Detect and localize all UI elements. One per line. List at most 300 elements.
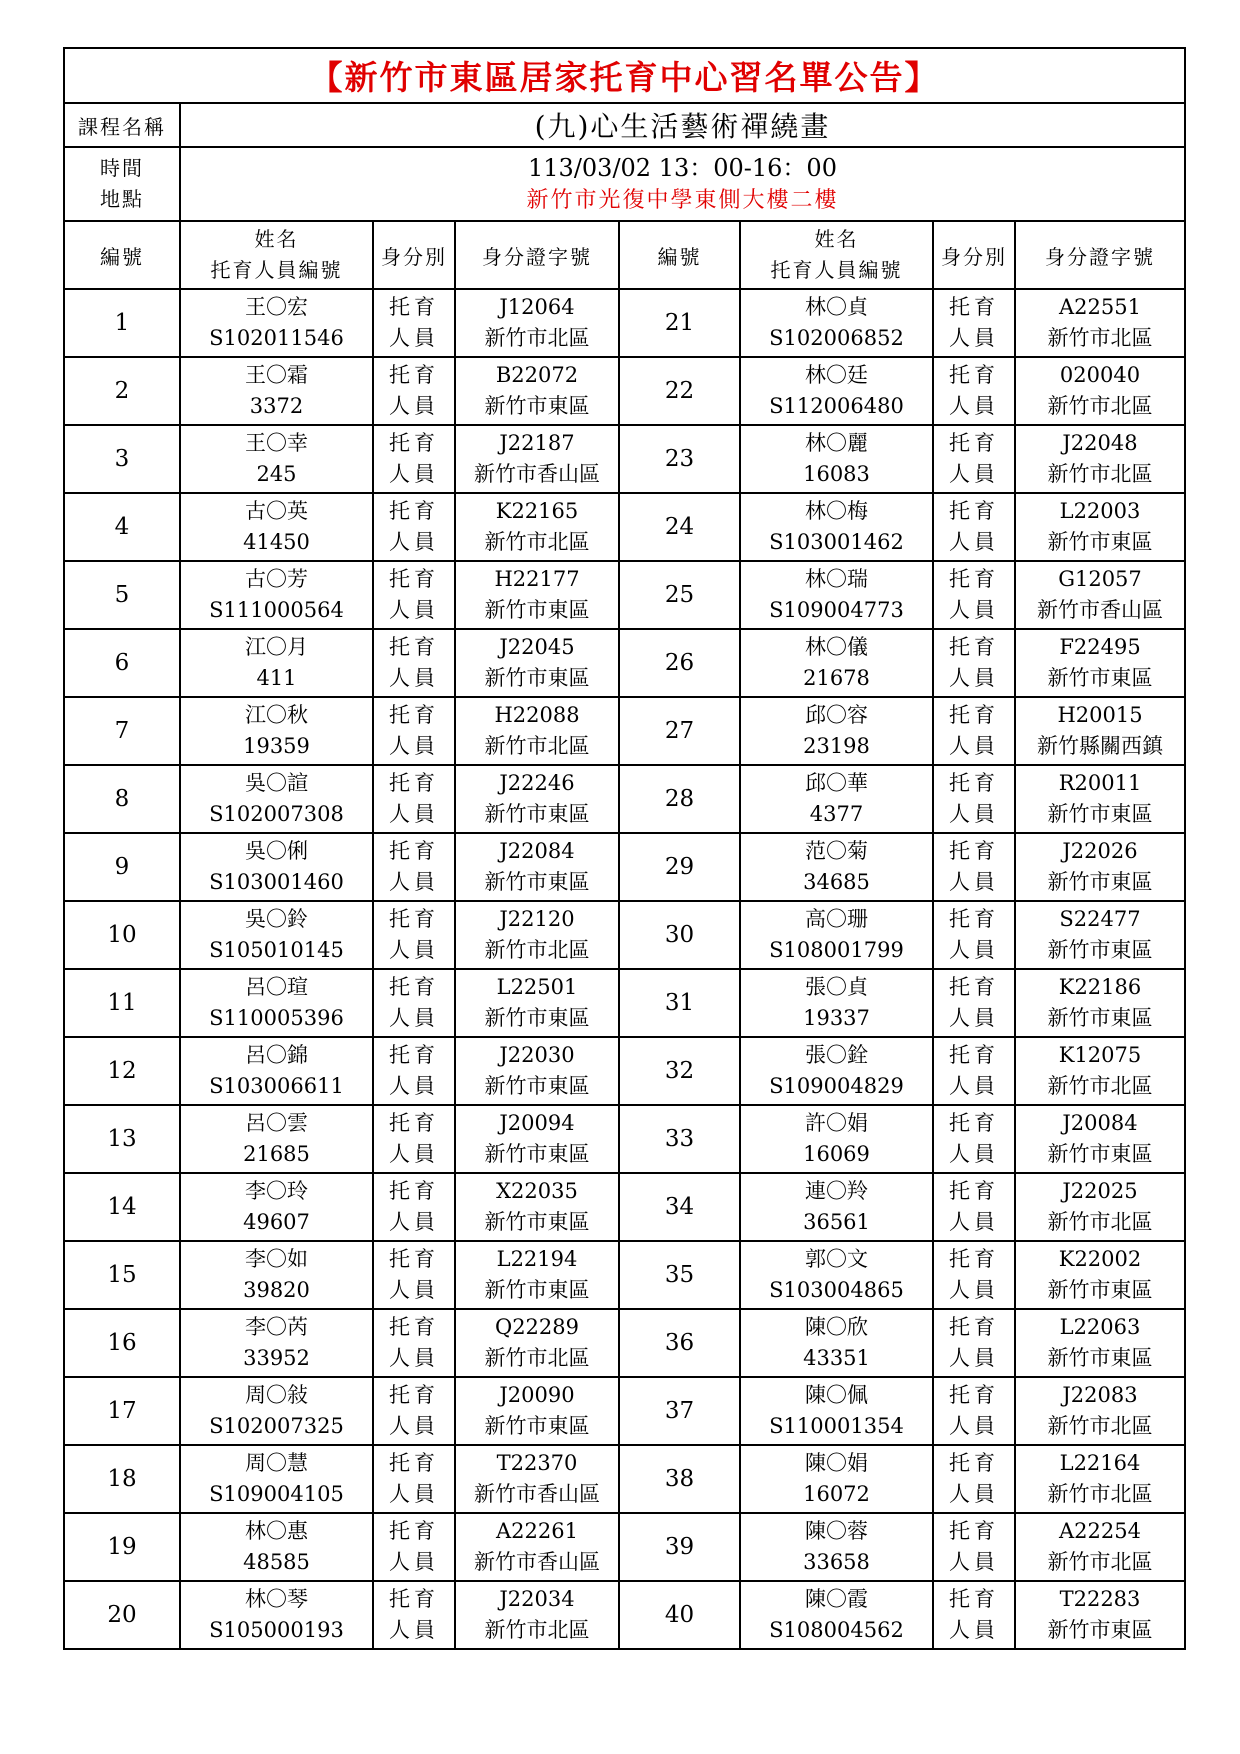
entry-status-cell: [373, 357, 455, 425]
course-time: 113/03/02 13：00-16：00: [528, 154, 837, 182]
entry-area: 新竹市香山區: [1037, 598, 1163, 622]
table-row: [64, 425, 1185, 493]
entry-id-number: J22030: [499, 1043, 575, 1067]
entry-status-cell: [933, 357, 1015, 425]
entry-name: 吳〇諠: [245, 771, 308, 795]
entry-status-line1: 托育: [389, 1451, 439, 1475]
entry-id-cell: [455, 765, 619, 833]
entry-status-line1: 托育: [949, 1315, 999, 1339]
table-row: [64, 901, 1185, 969]
entry-id-cell: [455, 1037, 619, 1105]
entry-id-cell: [1015, 1309, 1185, 1377]
entry-status-line1: 托育: [949, 907, 999, 931]
entry-status-line1: 托育: [949, 975, 999, 999]
entry-name: 林〇惠: [245, 1519, 308, 1543]
entry-status-line2: 人員: [389, 666, 439, 690]
entry-staff-id: S112006480: [769, 394, 904, 418]
entry-id-cell: [1015, 1037, 1185, 1105]
course-name-label: 課程名稱: [64, 103, 180, 147]
entry-staff-id: 23198: [803, 734, 870, 758]
entry-status-cell: [373, 289, 455, 357]
entry-name-cell: [180, 1309, 373, 1377]
entry-id-number: J12064: [499, 295, 575, 319]
entry-number: 32: [619, 1037, 740, 1105]
entry-status-line1: 托育: [949, 1519, 999, 1543]
entry-staff-id: 16083: [803, 462, 870, 486]
entry-number: 3: [64, 425, 180, 493]
entry-number: 7: [64, 697, 180, 765]
entry-number: 2: [64, 357, 180, 425]
header-no-right: 編號: [619, 221, 740, 289]
table-row: [64, 765, 1185, 833]
entry-id-number: J22026: [1062, 839, 1138, 863]
entry-number: 33: [619, 1105, 740, 1173]
entry-name: 林〇麗: [805, 431, 868, 455]
entry-area: 新竹市東區: [1047, 870, 1153, 894]
time-place-label: [64, 147, 180, 221]
entry-name-cell: [180, 969, 373, 1037]
entry-name-cell: [740, 833, 933, 901]
entry-name: 范〇菊: [805, 839, 868, 863]
entry-staff-id: 43351: [803, 1346, 870, 1370]
entry-id-number: H22177: [494, 567, 580, 591]
entry-number: 29: [619, 833, 740, 901]
header-no: 編號: [64, 221, 180, 289]
entry-name: 邱〇華: [805, 771, 868, 795]
entry-name-cell: [180, 1377, 373, 1445]
entry-status-line2: 人員: [389, 1278, 439, 1302]
entry-id-number: H22088: [494, 703, 580, 727]
entry-name: 呂〇錦: [245, 1043, 308, 1067]
entry-area: 新竹市北區: [1047, 1482, 1153, 1506]
entry-status-line2: 人員: [949, 394, 999, 418]
entry-staff-id: 41450: [243, 530, 310, 554]
entry-name-cell: [180, 901, 373, 969]
header-status-right: 身分別: [933, 221, 1015, 289]
entry-staff-id: S110001354: [769, 1414, 904, 1438]
entry-id-cell: [455, 1513, 619, 1581]
place-label: 地點: [100, 187, 144, 211]
entry-id-number: H20015: [1057, 703, 1143, 727]
entry-number: 26: [619, 629, 740, 697]
entry-id-cell: [1015, 425, 1185, 493]
entry-status-cell: [933, 1309, 1015, 1377]
entry-area: 新竹市東區: [484, 802, 590, 826]
entry-name: 古〇英: [245, 499, 308, 523]
entry-id-number: L22501: [496, 975, 578, 999]
entry-staff-id: 16069: [803, 1142, 870, 1166]
entry-id-cell: [455, 561, 619, 629]
entry-area: 新竹市東區: [484, 598, 590, 622]
entry-name: 陳〇欣: [805, 1315, 868, 1339]
entry-area: 新竹市北區: [484, 1618, 590, 1642]
entry-number: 13: [64, 1105, 180, 1173]
entry-status-line2: 人員: [949, 938, 999, 962]
header-id-no: 身分證字號: [455, 221, 619, 289]
entry-area: 新竹市東區: [1047, 1278, 1153, 1302]
entry-number: 19: [64, 1513, 180, 1581]
entry-staff-id: 411: [256, 666, 297, 690]
header-name: [180, 221, 373, 289]
entry-status-line1: 托育: [389, 567, 439, 591]
entry-number: 18: [64, 1445, 180, 1513]
entry-area: 新竹市東區: [484, 1074, 590, 1098]
entry-name: 林〇儀: [805, 635, 868, 659]
entry-status-line2: 人員: [949, 1618, 999, 1642]
entry-number: 24: [619, 493, 740, 561]
table-row: [64, 969, 1185, 1037]
entry-number: 14: [64, 1173, 180, 1241]
entry-staff-id: S109004105: [209, 1482, 344, 1506]
entry-id-cell: [455, 1581, 619, 1649]
entry-id-number: L22194: [496, 1247, 578, 1271]
entry-number: 40: [619, 1581, 740, 1649]
entry-status-cell: [373, 1105, 455, 1173]
entry-name: 李〇玲: [245, 1179, 308, 1203]
entry-status-line1: 托育: [389, 771, 439, 795]
entry-id-number: J22045: [499, 635, 575, 659]
entry-status-line1: 托育: [949, 499, 999, 523]
entry-status-cell: [933, 1513, 1015, 1581]
entry-staff-id: 16072: [803, 1482, 870, 1506]
entry-number: 23: [619, 425, 740, 493]
entry-name: 江〇月: [245, 635, 308, 659]
entry-staff-id: 21685: [243, 1142, 310, 1166]
table-row: [64, 1105, 1185, 1173]
entry-status-line1: 托育: [949, 295, 999, 319]
entry-staff-id: 33952: [243, 1346, 310, 1370]
entry-status-line2: 人員: [389, 938, 439, 962]
entry-staff-id: S103006611: [209, 1074, 344, 1098]
entry-staff-id: S102006852: [769, 326, 904, 350]
entry-name: 王〇霜: [245, 363, 308, 387]
entry-area: 新竹市北區: [1047, 1074, 1153, 1098]
entry-staff-id: S111000564: [209, 598, 344, 622]
entry-id-cell: [1015, 901, 1185, 969]
entry-id-number: J22187: [499, 431, 575, 455]
entry-area: 新竹市東區: [1047, 1142, 1153, 1166]
entry-area: 新竹市東區: [1047, 1006, 1153, 1030]
entry-id-number: J22246: [499, 771, 575, 795]
entry-number: 28: [619, 765, 740, 833]
entry-status-line2: 人員: [949, 326, 999, 350]
entry-name-cell: [740, 425, 933, 493]
entry-status-line1: 托育: [389, 1043, 439, 1067]
entry-name: 陳〇蓉: [805, 1519, 868, 1543]
entry-status-line2: 人員: [389, 1210, 439, 1234]
header-staff-id-label-right: 托育人員編號: [770, 258, 903, 282]
entry-staff-id: 49607: [243, 1210, 310, 1234]
entry-status-line2: 人員: [389, 1074, 439, 1098]
entry-status-line2: 人員: [389, 598, 439, 622]
entry-status-line2: 人員: [949, 1006, 999, 1030]
entry-number: 8: [64, 765, 180, 833]
header-name-label: 姓名: [254, 227, 299, 251]
entry-name-cell: [740, 697, 933, 765]
entry-status-cell: [373, 493, 455, 561]
entry-name-cell: [180, 425, 373, 493]
entry-name: 邱〇容: [805, 703, 868, 727]
entry-status-cell: [373, 833, 455, 901]
entry-status-line2: 人員: [389, 1006, 439, 1030]
entry-staff-id: S108001799: [769, 938, 904, 962]
entry-id-number: K22186: [1058, 975, 1142, 999]
entry-staff-id: S103001462: [769, 530, 904, 554]
entry-status-line2: 人員: [389, 394, 439, 418]
entry-status-line2: 人員: [389, 802, 439, 826]
entry-status-line1: 托育: [389, 1587, 439, 1611]
entry-name: 林〇貞: [805, 295, 868, 319]
entry-status-line1: 托育: [389, 839, 439, 863]
entry-status-line1: 托育: [389, 295, 439, 319]
entry-name-cell: [180, 289, 373, 357]
entry-status-line2: 人員: [389, 1550, 439, 1574]
entry-staff-id: S105010145: [209, 938, 344, 962]
entry-name-cell: [180, 629, 373, 697]
entry-name-cell: [740, 1037, 933, 1105]
entry-area: 新竹市東區: [1047, 1618, 1153, 1642]
entry-id-number: K12075: [1058, 1043, 1142, 1067]
entry-status-cell: [373, 1241, 455, 1309]
entry-name: 吳〇鈴: [245, 907, 308, 931]
entry-status-cell: [933, 1173, 1015, 1241]
header-name-right: [740, 221, 933, 289]
entry-id-cell: [1015, 629, 1185, 697]
table-row: [64, 629, 1185, 697]
entry-status-line1: 托育: [389, 635, 439, 659]
entry-name-cell: [740, 765, 933, 833]
entry-area: 新竹市香山區: [474, 462, 600, 486]
entry-id-cell: [455, 1445, 619, 1513]
entry-id-number: L22063: [1059, 1315, 1141, 1339]
entry-area: 新竹市東區: [484, 394, 590, 418]
entry-status-cell: [373, 1173, 455, 1241]
entry-status-line1: 托育: [949, 771, 999, 795]
entry-status-cell: [373, 765, 455, 833]
entry-status-cell: [933, 765, 1015, 833]
entry-area: 新竹市北區: [1047, 1414, 1153, 1438]
entry-id-cell: [1015, 1173, 1185, 1241]
entry-number: 16: [64, 1309, 180, 1377]
entry-id-cell: [1015, 561, 1185, 629]
entry-name: 林〇梅: [805, 499, 868, 523]
entry-id-number: J22084: [499, 839, 575, 863]
entry-name-cell: [740, 1445, 933, 1513]
page-title: 【新竹市東區居家托育中心習名單公告】: [64, 48, 1185, 103]
entry-status-line1: 托育: [949, 567, 999, 591]
entry-area: 新竹市北區: [1047, 462, 1153, 486]
entry-name-cell: [180, 1445, 373, 1513]
entry-area: 新竹市東區: [484, 666, 590, 690]
entry-status-line2: 人員: [949, 1346, 999, 1370]
entry-id-number: K22165: [495, 499, 579, 523]
entry-id-cell: [455, 833, 619, 901]
entry-status-line2: 人員: [949, 462, 999, 486]
entry-number: 4: [64, 493, 180, 561]
entry-status-line1: 托育: [389, 1111, 439, 1135]
time-label: 時間: [100, 156, 144, 180]
entry-status-cell: [933, 561, 1015, 629]
entry-status-line2: 人員: [389, 462, 439, 486]
entry-status-line1: 托育: [389, 907, 439, 931]
entry-status-line1: 托育: [389, 1179, 439, 1203]
entry-id-cell: [455, 969, 619, 1037]
entry-name: 江〇秋: [245, 703, 308, 727]
entry-id-cell: [455, 629, 619, 697]
entry-id-number: Q22289: [494, 1315, 580, 1339]
entry-area: 新竹市東區: [1047, 530, 1153, 554]
entry-number: 22: [619, 357, 740, 425]
entry-status-cell: [933, 1105, 1015, 1173]
entry-id-number: X22035: [496, 1179, 578, 1203]
entry-id-number: J22048: [1062, 431, 1138, 455]
entry-name-cell: [740, 1377, 933, 1445]
entry-name-cell: [180, 765, 373, 833]
entry-number: 6: [64, 629, 180, 697]
entry-id-cell: [1015, 1105, 1185, 1173]
entry-id-number: J20090: [499, 1383, 575, 1407]
entry-status-line1: 托育: [949, 431, 999, 455]
entry-status-line2: 人員: [949, 1142, 999, 1166]
entry-number: 39: [619, 1513, 740, 1581]
entry-status-line2: 人員: [949, 1482, 999, 1506]
entry-name: 吳〇俐: [245, 839, 308, 863]
entry-name-cell: [740, 1581, 933, 1649]
entry-status-line2: 人員: [949, 1074, 999, 1098]
entry-status-line2: 人員: [389, 1482, 439, 1506]
entry-id-number: T22370: [496, 1451, 578, 1475]
entry-status-cell: [933, 901, 1015, 969]
entry-id-number: 020040: [1059, 363, 1141, 387]
header-name-label-right: 姓名: [814, 227, 859, 251]
entry-area: 新竹市北區: [484, 734, 590, 758]
entry-status-cell: [933, 969, 1015, 1037]
entry-id-cell: [1015, 1581, 1185, 1649]
entry-id-number: B22072: [495, 363, 579, 387]
entry-name-cell: [740, 1513, 933, 1581]
entry-id-number: J20094: [499, 1111, 575, 1135]
entry-name-cell: [180, 833, 373, 901]
entry-area: 新竹市東區: [484, 1006, 590, 1030]
entry-status-line1: 托育: [389, 1315, 439, 1339]
entry-staff-id: 34685: [803, 870, 870, 894]
entry-name: 王〇幸: [245, 431, 308, 455]
entry-name: 呂〇瑄: [245, 975, 308, 999]
entry-id-number: A22261: [496, 1519, 578, 1543]
entry-staff-id: S102007325: [209, 1414, 344, 1438]
entry-status-cell: [373, 561, 455, 629]
roster-table: [63, 47, 1186, 1650]
entry-status-line1: 托育: [389, 1247, 439, 1271]
entry-id-number: J22120: [499, 907, 575, 931]
entry-status-line2: 人員: [949, 1210, 999, 1234]
entry-id-cell: [455, 1309, 619, 1377]
entry-id-number: R20011: [1058, 771, 1142, 795]
entry-id-cell: [1015, 833, 1185, 901]
header-staff-id-label: 托育人員編號: [210, 258, 343, 282]
entry-status-cell: [373, 1581, 455, 1649]
entry-status-line2: 人員: [949, 734, 999, 758]
entry-id-number: G12057: [1058, 567, 1142, 591]
table-row: [64, 1037, 1185, 1105]
entry-id-cell: [1015, 289, 1185, 357]
entry-status-line1: 托育: [949, 363, 999, 387]
entry-staff-id: 4377: [809, 802, 864, 826]
entry-number: 36: [619, 1309, 740, 1377]
entry-name: 林〇琴: [245, 1587, 308, 1611]
entry-area: 新竹市東區: [1047, 802, 1153, 826]
entry-name: 連〇羚: [805, 1179, 868, 1203]
entry-id-number: L22164: [1059, 1451, 1141, 1475]
entry-name-cell: [740, 1173, 933, 1241]
entry-number: 21: [619, 289, 740, 357]
entry-name-cell: [180, 697, 373, 765]
entry-name-cell: [740, 561, 933, 629]
entry-area: 新竹市北區: [1047, 394, 1153, 418]
entry-name-cell: [740, 1241, 933, 1309]
entry-name-cell: [740, 969, 933, 1037]
table-row: [64, 1581, 1185, 1649]
entry-status-cell: [933, 1377, 1015, 1445]
table-row: [64, 561, 1185, 629]
entry-id-cell: [1015, 357, 1185, 425]
entry-status-line2: 人員: [949, 1550, 999, 1574]
entry-name: 李〇芮: [245, 1315, 308, 1339]
entry-name: 王〇宏: [245, 295, 308, 319]
entry-status-line1: 托育: [949, 1451, 999, 1475]
entry-staff-id: S102011546: [209, 326, 344, 350]
entry-number: 15: [64, 1241, 180, 1309]
entry-status-line2: 人員: [949, 1278, 999, 1302]
entry-id-cell: [455, 493, 619, 561]
entry-status-line1: 托育: [949, 1587, 999, 1611]
entry-status-line1: 托育: [949, 1043, 999, 1067]
entry-status-cell: [373, 629, 455, 697]
entry-area: 新竹縣關西鎮: [1037, 734, 1163, 758]
entry-id-number: J22083: [1062, 1383, 1138, 1407]
entry-id-number: J20084: [1062, 1111, 1138, 1135]
entry-name-cell: [740, 357, 933, 425]
entry-staff-id: S102007308: [209, 802, 344, 826]
entry-number: 38: [619, 1445, 740, 1513]
time-place-cell: [180, 147, 1185, 221]
entry-number: 37: [619, 1377, 740, 1445]
entry-number: 9: [64, 833, 180, 901]
entry-area: 新竹市香山區: [474, 1550, 600, 1574]
entry-name-cell: [180, 1581, 373, 1649]
entry-area: 新竹市東區: [484, 870, 590, 894]
entry-status-cell: [933, 629, 1015, 697]
entry-status-cell: [373, 1445, 455, 1513]
table-row: [64, 1445, 1185, 1513]
table-row: [64, 697, 1185, 765]
entry-status-line2: 人員: [949, 598, 999, 622]
entry-id-cell: [455, 289, 619, 357]
entry-id-number: S22477: [1059, 907, 1141, 931]
table-row: [64, 1173, 1185, 1241]
entry-number: 35: [619, 1241, 740, 1309]
entry-name: 林〇廷: [805, 363, 868, 387]
entry-status-cell: [373, 1377, 455, 1445]
entry-id-cell: [1015, 697, 1185, 765]
entry-staff-id: S109004773: [769, 598, 904, 622]
entry-staff-id: S103004865: [769, 1278, 904, 1302]
entry-id-number: T22283: [1059, 1587, 1141, 1611]
entry-status-line2: 人員: [949, 1414, 999, 1438]
table-row: [64, 357, 1185, 425]
table-row: [64, 493, 1185, 561]
entry-area: 新竹市北區: [1047, 1550, 1153, 1574]
